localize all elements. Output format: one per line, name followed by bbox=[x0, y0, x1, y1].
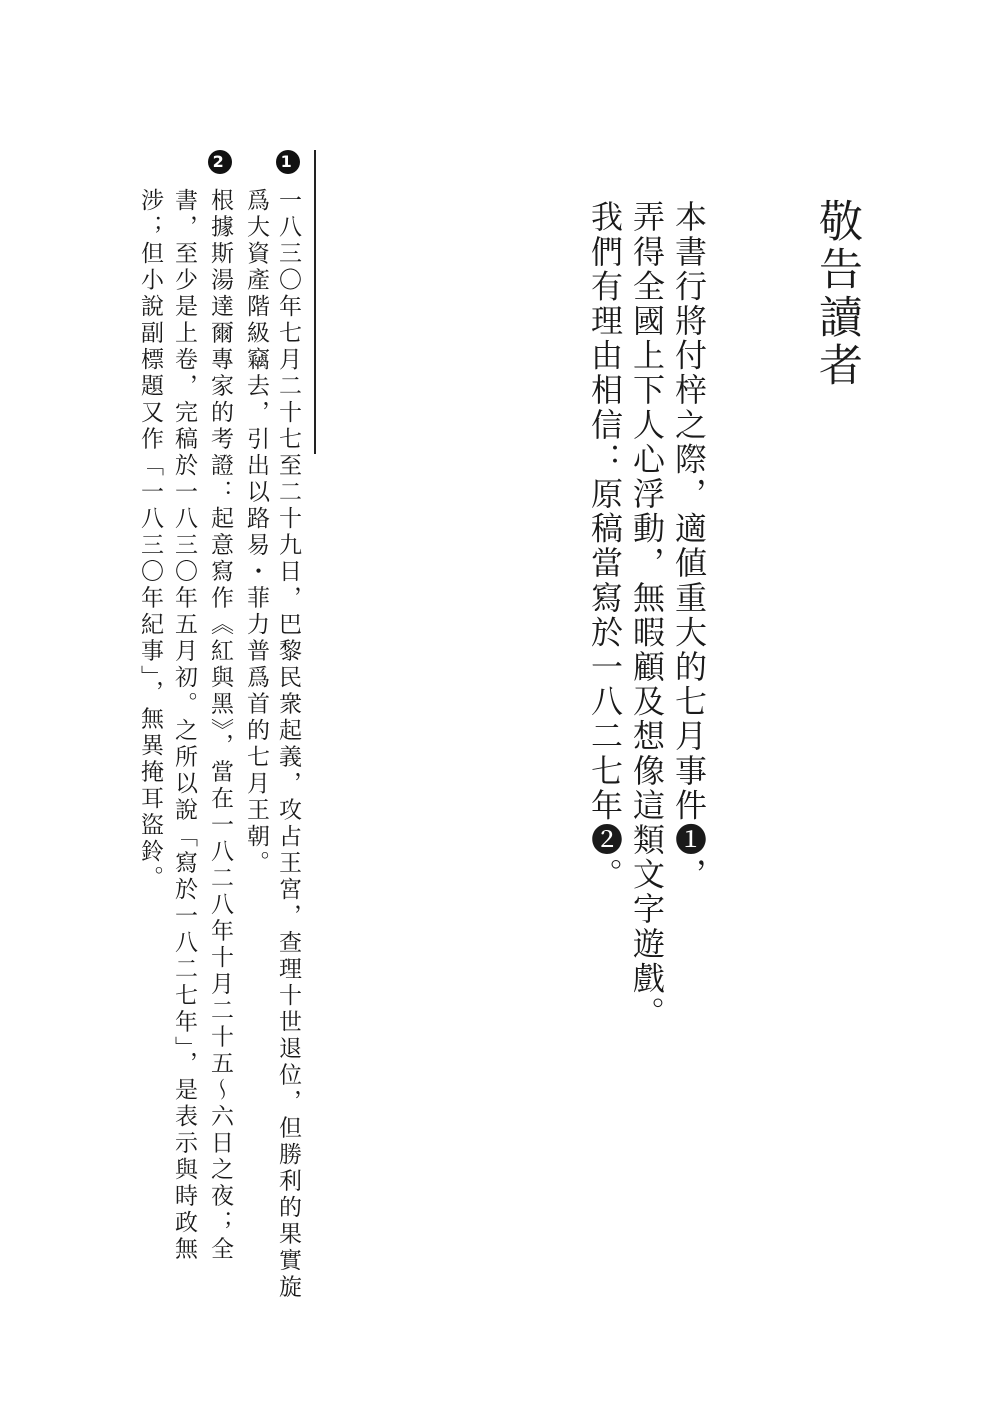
footnote-1-line-1 bbox=[272, 150, 305, 1301]
footnote-1-line-2: 爲大資產階級竊去，引出以路易・菲力普爲首的七月王朝。 bbox=[243, 188, 269, 877]
footnote-2-marker: 2 bbox=[208, 150, 232, 174]
footnote-2-line-1 bbox=[204, 150, 237, 1263]
footnote-1-text-1: 一八三〇年七月二十七至二十九日，巴黎民衆起義，攻占王宮，查理十世退位，但勝利的果實旋 bbox=[275, 188, 301, 1301]
footnote-2-text-1: 根據斯湯達爾專家的考證：起意寫作《紅與黑》，當在一八二八年十月二十五～六日之夜；全 bbox=[207, 188, 233, 1263]
footnote-2-line-3: 涉；但小說副標題又作「一八三〇年紀事」，無異掩耳盜鈴。 bbox=[137, 188, 163, 892]
footnote-1-marker: 1 bbox=[276, 150, 300, 174]
footnote-divider bbox=[314, 150, 316, 454]
footnote-2-line-2: 書，至少是上卷，完稿於一八三〇年五月初。之所以說「寫於一八二七年」，是表示與時政無 bbox=[171, 188, 197, 1263]
body-line-3: 我們有理由相信：原稿當寫於一八二七年❷。 bbox=[586, 200, 624, 892]
body-line-1: 本書行將付梓之際，適値重大的七月事件❶， bbox=[670, 200, 708, 892]
page-title: 敬告讀者 bbox=[811, 198, 862, 390]
body-line-2: 弄得全國上下人心浮動，無暇顧及想像這類文字遊戲。 bbox=[628, 200, 666, 1031]
